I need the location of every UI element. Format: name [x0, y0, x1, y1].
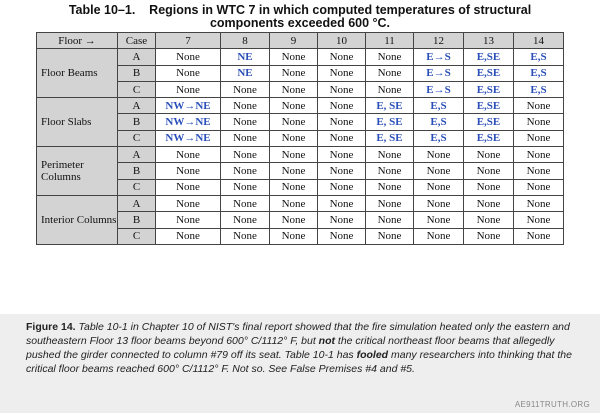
table-cell: None — [318, 195, 366, 211]
table-cell: None — [270, 179, 318, 195]
table-cell: None — [514, 114, 564, 130]
table-cell-highlighted: NE — [221, 65, 270, 81]
table-cell: None — [318, 228, 366, 244]
header-floor-13: 13 — [464, 33, 514, 49]
table-cell: None — [318, 81, 366, 97]
table-cell: None — [366, 81, 414, 97]
table-cell-highlighted: NE — [221, 49, 270, 65]
table-cell-highlighted: E,SE — [464, 49, 514, 65]
table-row — [37, 98, 564, 114]
table-cell-highlighted: NW→NE — [156, 130, 221, 146]
table-cell: None — [221, 130, 270, 146]
table-cell: None — [221, 228, 270, 244]
table-cell: None — [270, 147, 318, 163]
table-body — [37, 49, 564, 245]
table-cell-highlighted: E→S — [414, 49, 464, 65]
watermark: AE911TRUTH.ORG — [514, 400, 590, 409]
table-cell-highlighted: E,SE — [464, 114, 514, 130]
table-cell: None — [270, 65, 318, 81]
table-cell: None — [221, 81, 270, 97]
row-group-label: Floor Slabs — [37, 98, 118, 147]
table-cell: None — [318, 130, 366, 146]
table-cell: None — [156, 49, 221, 65]
caption-emphasis: fooled — [356, 349, 389, 361]
table-cell: None — [270, 98, 318, 114]
case-cell: C — [118, 228, 156, 244]
table-cell: None — [221, 179, 270, 195]
row-group-label: Floor Beams — [37, 49, 118, 98]
table-cell-highlighted: E,SE — [464, 65, 514, 81]
header-floor-8: 8 — [221, 33, 270, 49]
table-cell: None — [270, 49, 318, 65]
table-cell: None — [221, 114, 270, 130]
table-cell: None — [156, 195, 221, 211]
table-cell: None — [221, 163, 270, 179]
table-row — [37, 49, 564, 65]
header-floor-7: 7 — [156, 33, 221, 49]
header-floor-11: 11 — [366, 33, 414, 49]
header-floor-9: 9 — [270, 33, 318, 49]
table-cell: None — [414, 212, 464, 228]
table-cell-highlighted: E,SE — [464, 130, 514, 146]
table-cell: None — [514, 130, 564, 146]
table-cell: None — [270, 81, 318, 97]
case-cell: C — [118, 130, 156, 146]
table-cell: None — [270, 195, 318, 211]
case-cell: A — [118, 49, 156, 65]
table-cell: None — [270, 130, 318, 146]
table-cell: None — [221, 147, 270, 163]
caption-text: many researchers into thinking that the critical floor beams reached 600° C/1112° F. Not so. See False Premises #4 and #5. — [26, 349, 572, 375]
table-title-line-1: Table 10–1. Regions in WTC 7 in which computed temperatures of structural — [68, 3, 532, 17]
case-cell: A — [118, 98, 156, 114]
table-cell: None — [270, 228, 318, 244]
header-floor: Floor → — [37, 33, 118, 49]
table-row — [37, 147, 564, 163]
table-cell: None — [366, 65, 414, 81]
table-cell: None — [366, 179, 414, 195]
table-cell: None — [366, 49, 414, 65]
table-cell: None — [318, 98, 366, 114]
table-cell-highlighted: E,S — [514, 65, 564, 81]
table-cell: None — [514, 228, 564, 244]
table-cell: None — [414, 228, 464, 244]
table-cell-highlighted: E,S — [514, 49, 564, 65]
table-cell: None — [366, 195, 414, 211]
table-cell: None — [514, 195, 564, 211]
table-row — [37, 195, 564, 211]
table-cell: None — [318, 114, 366, 130]
table-cell: None — [366, 212, 414, 228]
table-cell: None — [318, 147, 366, 163]
table-cell: None — [221, 212, 270, 228]
table-cell: None — [318, 65, 366, 81]
table-cell: None — [414, 195, 464, 211]
row-group-label: Perimeter Columns — [37, 147, 118, 196]
table-cell-highlighted: E→S — [414, 81, 464, 97]
table-cell: None — [270, 114, 318, 130]
table-cell: None — [318, 212, 366, 228]
temperature-table — [36, 32, 564, 245]
table-cell-highlighted: NW→NE — [156, 114, 221, 130]
caption-emphasis: not — [318, 335, 335, 347]
table-cell-highlighted: E,SE — [464, 98, 514, 114]
table-cell: None — [156, 163, 221, 179]
table-cell: None — [156, 65, 221, 81]
table-cell: None — [156, 179, 221, 195]
table-cell: None — [514, 147, 564, 163]
table-cell: None — [318, 179, 366, 195]
caption-text: the critical northeast floor beams that allegedly pushed the girder connected to column #79 off its seat. Table 10-1 has — [26, 335, 555, 361]
table-cell: None — [366, 163, 414, 179]
table-cell: None — [270, 163, 318, 179]
table-cell-highlighted: E→S — [414, 65, 464, 81]
table-title-line-2: components exceeded 600 °C. — [209, 16, 391, 30]
table-cell-highlighted: E, SE — [366, 130, 414, 146]
table-cell-highlighted: E, SE — [366, 114, 414, 130]
table-cell: None — [156, 212, 221, 228]
table-cell-highlighted: E,SE — [464, 81, 514, 97]
table-cell: None — [514, 179, 564, 195]
table-cell: None — [514, 98, 564, 114]
table-cell: None — [514, 212, 564, 228]
case-cell: B — [118, 163, 156, 179]
table-cell: None — [221, 195, 270, 211]
table-cell: None — [318, 163, 366, 179]
case-cell: B — [118, 65, 156, 81]
table-cell: None — [464, 195, 514, 211]
header-case: Case — [118, 33, 156, 49]
case-cell: C — [118, 81, 156, 97]
table-cell-highlighted: E,S — [414, 114, 464, 130]
header-floor-10: 10 — [318, 33, 366, 49]
table-cell: None — [414, 179, 464, 195]
table-header-row — [37, 33, 564, 49]
table-cell: None — [464, 163, 514, 179]
case-cell: A — [118, 195, 156, 211]
table-cell: None — [414, 147, 464, 163]
table-cell: None — [464, 147, 514, 163]
table-cell-highlighted: NW→NE — [156, 98, 221, 114]
table-cell: None — [270, 212, 318, 228]
table-cell-highlighted: E,S — [414, 130, 464, 146]
table-cell-highlighted: E, SE — [366, 98, 414, 114]
table-cell-highlighted: E,S — [514, 81, 564, 97]
header-floor-12: 12 — [414, 33, 464, 49]
table-title — [0, 4, 600, 30]
caption-label: Figure 14. — [26, 321, 76, 333]
table-cell: None — [464, 179, 514, 195]
figure-caption — [0, 314, 600, 413]
table-cell: None — [464, 212, 514, 228]
table-cell: None — [464, 228, 514, 244]
table-cell: None — [318, 49, 366, 65]
case-cell: C — [118, 179, 156, 195]
header-floor-14: 14 — [514, 33, 564, 49]
case-cell: B — [118, 212, 156, 228]
caption-text: Table 10-1 in Chapter 10 of NIST's final report showed that the fire simulation heated only the eastern and southeastern Floor 13 floor beams beyond 600° C/1112° F, but — [26, 321, 570, 347]
table-cell: None — [156, 147, 221, 163]
table-cell: None — [366, 228, 414, 244]
table-cell-highlighted: E,S — [414, 98, 464, 114]
case-cell: B — [118, 114, 156, 130]
table-cell: None — [156, 228, 221, 244]
case-cell: A — [118, 147, 156, 163]
table-cell: None — [156, 81, 221, 97]
row-group-label: Interior Columns — [37, 195, 118, 244]
table-cell: None — [366, 147, 414, 163]
table-cell: None — [514, 163, 564, 179]
table-cell: None — [221, 98, 270, 114]
table-cell: None — [414, 163, 464, 179]
